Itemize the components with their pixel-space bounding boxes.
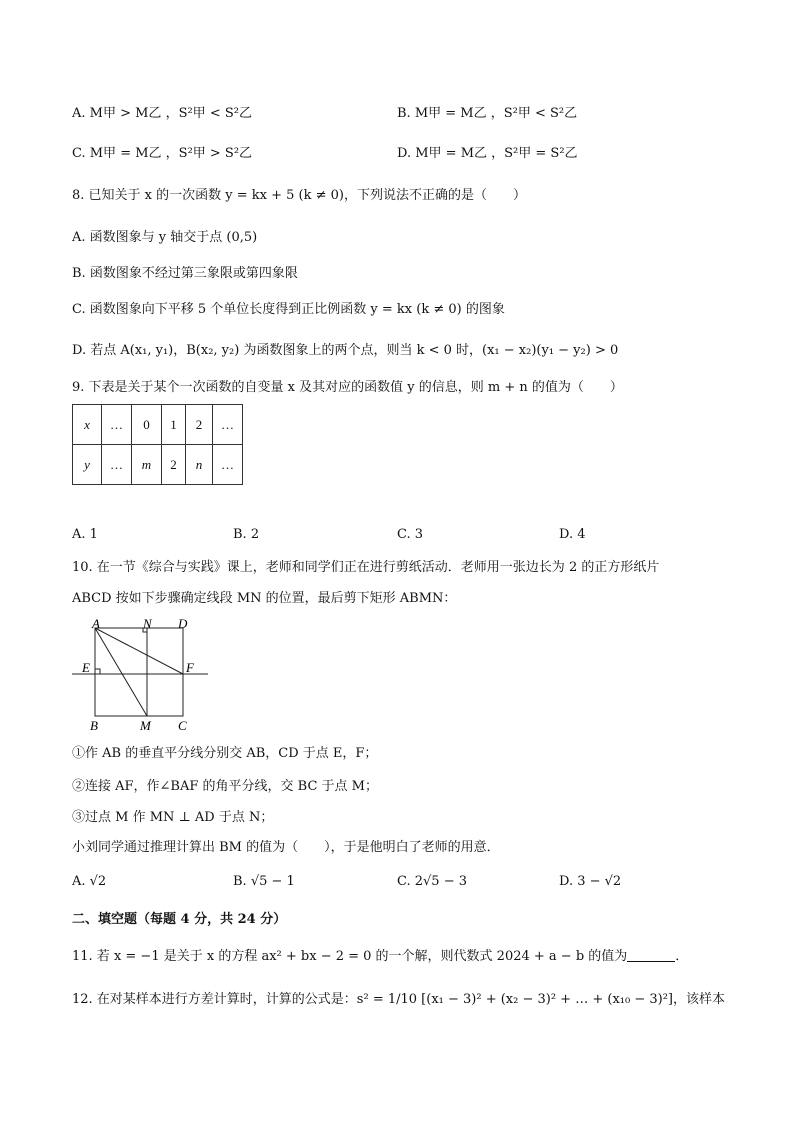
q10-option-d: D. 3 − √2 (559, 874, 622, 889)
label-b: B (90, 718, 98, 733)
q10-question: 小刘同学通过推理计算出 BM 的值为（ ），于是他明白了老师的用意． (72, 840, 500, 855)
table-cell: … (213, 405, 243, 445)
right-angle-e (95, 669, 100, 674)
q11-text: 11. 若 x = −1 是关于 x 的方程 ax² + bx − 2 = 0 的一个解，则代数式 2024 + a − b 的值为 (72, 949, 628, 964)
q8-option-c: C. 函数图象向下平移 5 个单位长度得到正比例函数 y = kx (k ≠ 0) 的图象 (72, 302, 505, 317)
q10-option-c: C. 2√5 − 3 (397, 874, 468, 889)
q10-stem-line2: ABCD 按如下步骤确定线段 MN 的位置，最后剪下矩形 ABMN： (72, 591, 457, 606)
q11-stem (72, 947, 688, 967)
label-e: E (82, 660, 90, 675)
q8-stem: 8. 已知关于 x 的一次函数 y = kx + 5 (k ≠ 0)，下列说法不正确的是（ ） (72, 188, 526, 203)
table-cell: y (73, 445, 102, 485)
q10-option-a: A. √2 (72, 874, 107, 889)
q9-option-d: D. 4 (559, 527, 586, 542)
q10-stem-line1: 10. 在一节《综合与实践》课上，老师和同学们正在进行剪纸活动．老师用一张边长为 2 的正方形纸片 (72, 560, 660, 575)
table-cell: x (73, 405, 102, 445)
q10-step1: ①作 AB 的垂直平分线分别交 AB，CD 于点 E，F； (72, 746, 378, 761)
table-cell: 2 (162, 445, 186, 485)
q10-option-b: B. √5 − 1 (233, 874, 295, 889)
table-row (73, 405, 243, 445)
table-cell: 0 (132, 405, 162, 445)
answer-blank (627, 947, 675, 962)
q10-step3: ③过点 M 作 MN ⊥ AD 于点 N； (72, 810, 274, 825)
q7-option-d: D. M甲 = M乙 ，S²甲 = S²乙 (397, 146, 578, 161)
q10-step2: ②连接 AF，作∠BAF 的角平分线，交 BC 于点 M； (72, 779, 378, 794)
q11-end: ． (675, 949, 689, 964)
q8-option-a: A. 函数图象与 y 轴交于点 (0,5) (72, 230, 258, 245)
q9-option-a: A. 1 (72, 527, 98, 542)
q8-option-d: D. 若点 A(x₁, y₁)，B(x₂, y₂) 为函数图象上的两个点，则当 k < 0 时，(x₁ − x₂)(y₁ − y₂) > 0 (72, 343, 619, 358)
q9-option-b: B. 2 (233, 527, 260, 542)
table-cell: 1 (162, 405, 186, 445)
table-cell: … (102, 405, 132, 445)
table-row (73, 445, 243, 485)
label-n: N (143, 618, 152, 631)
table-cell: n (186, 445, 213, 485)
q7-option-b: B. M甲 = M乙 ，S²甲 < S²乙 (397, 106, 578, 121)
label-d: D (178, 618, 188, 631)
q9-stem: 9. 下表是关于某个一次函数的自变量 x 及其对应的函数值 y 的信息，则 m + n 的值为（ ） (72, 380, 623, 395)
table-cell: m (132, 445, 162, 485)
section-heading: 二、填空题（每题 4 分，共 24 分） (72, 912, 287, 927)
table-cell: … (102, 445, 132, 485)
q12-stem: 12. 在对某样本进行方差计算时，计算的公式是：s² = 1/10 [(x₁ − 3)² + (x₂ − 3)² + … + (x₁₀ − 3)²]，该样本 (72, 992, 725, 1007)
label-f: F (186, 660, 194, 675)
table-cell: 2 (186, 405, 213, 445)
label-m: M (140, 718, 151, 733)
table-cell: … (213, 445, 243, 485)
q8-option-b: B. 函数图象不经过第三象限或第四象限 (72, 266, 298, 281)
label-a: A (92, 618, 100, 631)
q9-option-c: C. 3 (397, 527, 424, 542)
q7-option-c: C. M甲 = M乙 ，S²甲 > S²乙 (72, 146, 253, 161)
q7-option-a: A. M甲 > M乙 ，S²甲 < S²乙 (72, 106, 252, 121)
label-c: C (178, 718, 187, 733)
q9-table (72, 404, 243, 485)
q10-figure (70, 618, 215, 734)
